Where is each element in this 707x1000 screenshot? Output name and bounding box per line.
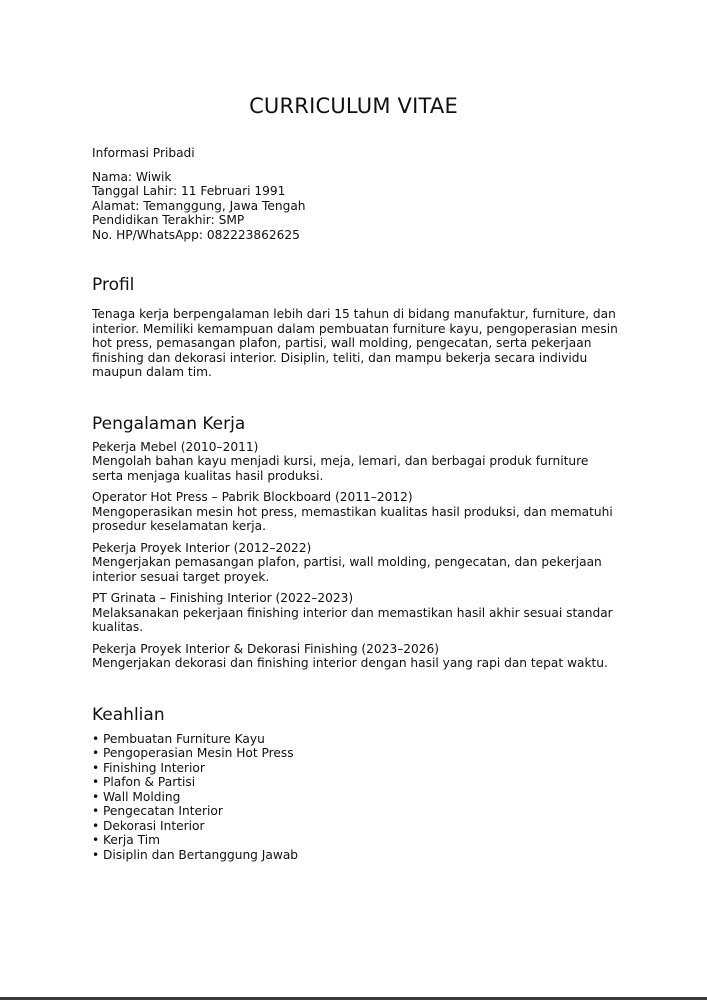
skill-item: • Finishing Interior: [92, 761, 622, 776]
personal-info-list: [92, 170, 622, 243]
profile-text: Tenaga kerja berpengalaman lebih dari 15 tahun di bidang manufaktur, furniture, dan interior. Memiliki kemampuan dalam pembuatan furniture kayu, pengoperasian mesin hot press, pemasangan plafon, partisi, wall molding, pengecatan, serta pekerjaan finishing dan dekorasi interior. Disiplin, teliti, dan mampu bekerja secara individu maupun dalam tim.: [92, 307, 618, 379]
job-entry: [92, 440, 622, 484]
skills-heading: Keahlian: [92, 704, 165, 725]
job-title: Pekerja Proyek Interior (2012–2022): [92, 540, 312, 555]
personal-info-heading: Informasi Pribadi: [92, 146, 195, 160]
job-title: Operator Hot Press – Pabrik Blockboard (2011–2012): [92, 490, 413, 504]
cv-content: [92, 146, 622, 862]
profile-section: [92, 274, 622, 380]
experience-section: [92, 413, 622, 671]
info-name: Nama: Wiwik: [92, 169, 172, 184]
skill-item: • Pembuatan Furniture Kayu: [92, 732, 622, 747]
job-description: Mengerjakan pemasangan plafon, partisi, wall molding, pengecatan, dan pekerjaan interior sesuai target proyek.: [92, 555, 602, 584]
job-description: Melaksanakan pekerjaan finishing interior dan memastikan hasil akhir sesuai standar kualitas.: [92, 605, 613, 634]
skill-item: • Dekorasi Interior: [92, 819, 622, 834]
skill-item: • Disiplin dan Bertanggung Jawab: [92, 848, 622, 863]
job-entry: [92, 541, 622, 585]
info-education: Pendidikan Terakhir: SMP: [92, 213, 245, 227]
skill-item: • Plafon & Partisi: [92, 775, 622, 790]
info-address: Alamat: Temanggung, Jawa Tengah: [92, 198, 306, 213]
job-title: Pekerja Mebel (2010–2011): [92, 439, 259, 454]
info-birthdate: Tanggal Lahir: 11 Februari 1991: [92, 184, 286, 198]
job-entry: [92, 642, 622, 671]
job-description: Mengerjakan dekorasi dan finishing interior dengan hasil yang rapi dan tepat waktu.: [92, 656, 608, 670]
job-title: PT Grinata – Finishing Interior (2022–2023): [92, 591, 354, 605]
profile-heading: Profil: [92, 275, 135, 295]
job-entry: [92, 591, 622, 635]
skill-item: • Pengecatan Interior: [92, 804, 622, 819]
skill-item: • Pengoperasian Mesin Hot Press: [92, 746, 622, 761]
experience-list: [92, 440, 622, 671]
skills-list: [92, 732, 622, 863]
skills-section: [92, 704, 622, 863]
info-phone: No. HP/WhatsApp: 082223862625: [92, 227, 300, 242]
job-title: Pekerja Proyek Interior & Dekorasi Finishing (2023–2026): [92, 641, 440, 656]
personal-info-section: [92, 146, 622, 242]
document-title: CURRICULUM VITAE: [249, 94, 458, 118]
job-description: Mengolah bahan kayu menjadi kursi, meja, lemari, dan berbagai produk furniture serta menjaga kualitas hasil produksi.: [92, 454, 589, 483]
experience-heading: Pengalaman Kerja: [92, 413, 246, 434]
skill-item: • Kerja Tim: [92, 833, 622, 848]
job-entry: [92, 490, 622, 534]
job-description: Mengoperasikan mesin hot press, memastikan kualitas hasil produksi, dan mematuhi prosedur keselamatan kerja.: [92, 504, 613, 533]
skill-item: • Wall Molding: [92, 790, 622, 805]
